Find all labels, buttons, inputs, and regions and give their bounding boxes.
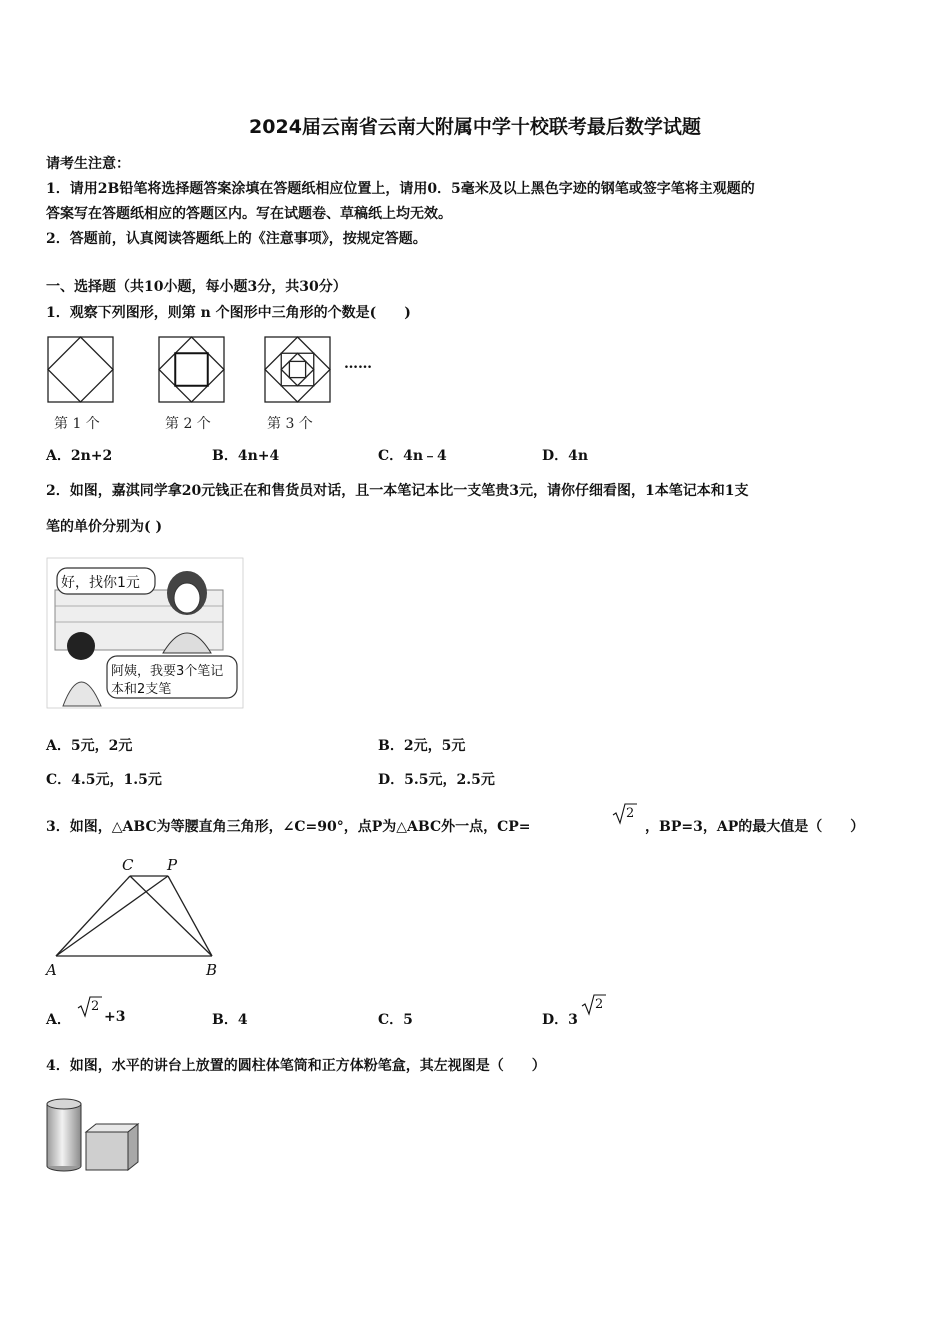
q2-option-b: B．2元，5元 [378,738,466,754]
q3-label-p: P [167,856,178,874]
q1-option-d: D．4n [542,448,589,464]
notice-item-2: 2．答题前，认真阅读答题纸上的《注意事项》，按规定答题。 [46,231,427,247]
q3-option-c: C．5 [378,1012,413,1028]
notice-item-1-line-1: 1．请用2B铅笔将选择题答案涂填在答题纸相应位置上，请用0．5毫米及以上黑色字迹的钢笔或签字笔将主观题的 [46,181,755,197]
q1-figure-2 [158,336,226,404]
q1-option-a: A．2n+2 [46,448,113,464]
q3-sqrt-radicand: 2 [626,806,635,821]
q2-option-c: C．4.5元，1.5元 [46,772,162,788]
q3-label-a: A [46,961,57,979]
q2-bubble-2-line-2: 本和2支笔 [111,682,172,697]
notice-item-1-line-2: 答案写在答题纸相应的答题区内。写在试题卷、草稿纸上均无效。 [46,206,452,222]
notice-heading: 请考生注意： [46,156,130,172]
q3-label-b: B [206,961,218,979]
q3-stem-part-1: 3．如图，△ABC为等腰直角三角形，∠C=90°，点P为△ABC外一点，CP= [46,819,531,835]
q1-fig-label-1: 第 1 个 [54,416,100,432]
q1-fig-label-3: 第 3 个 [267,416,313,432]
q1-stem: 1．观察下列图形，则第 n 个图形中三角形的个数是( ) [46,305,411,321]
q3-label-c: C [122,856,134,874]
q4-stem: 4．如图，水平的讲台上放置的圆柱体笔筒和正方体粉笔盒，其左视图是（ ） [46,1058,546,1074]
q3-triangle-figure [46,856,226,978]
section-heading: 一、选择题（共10小题，每小题3分，共30分） [46,279,347,295]
q2-stem-line-2: 笔的单价分别为( ) [46,519,163,535]
q1-figure-3 [264,336,332,404]
q2-stem-line-1: 2．如图，嘉淇同学拿20元钱正在和售货员对话，且一本笔记本比一支笔贵3元，请你仔细看图，1本笔记本和1支 [46,483,749,499]
q3-option-a-suffix: +3 [104,1009,126,1025]
page-title: 2024届云南省云南大附属中学十校联考最后数学试题 [249,116,701,138]
q1-figure-1 [47,336,115,404]
q3-option-a-radicand: 2 [91,999,100,1014]
q4-solids-figure [44,1094,144,1174]
q3-option-d-radicand: 2 [595,997,604,1012]
q3-stem-part-2: ，BP=3，AP的最大值是（ ） [645,819,865,835]
q3-option-b: B．4 [212,1012,248,1028]
q2-bubble-2-line-1: 阿姨，我要3个笔记 [111,664,224,679]
q2-option-a: A．5元，2元 [46,738,133,754]
q1-ellipsis: …… [344,356,372,372]
q1-fig-label-2: 第 2 个 [165,416,211,432]
q3-option-a-prefix: A． [46,1012,71,1028]
q1-option-b: B．4n+4 [212,448,280,464]
q1-option-c: C．4n﹣4 [378,448,447,464]
q2-option-d: D．5.5元，2.5元 [378,772,495,788]
q3-option-d-prefix: D．3 [542,1012,578,1028]
q2-bubble-1: 好，找你1元 [61,575,140,591]
